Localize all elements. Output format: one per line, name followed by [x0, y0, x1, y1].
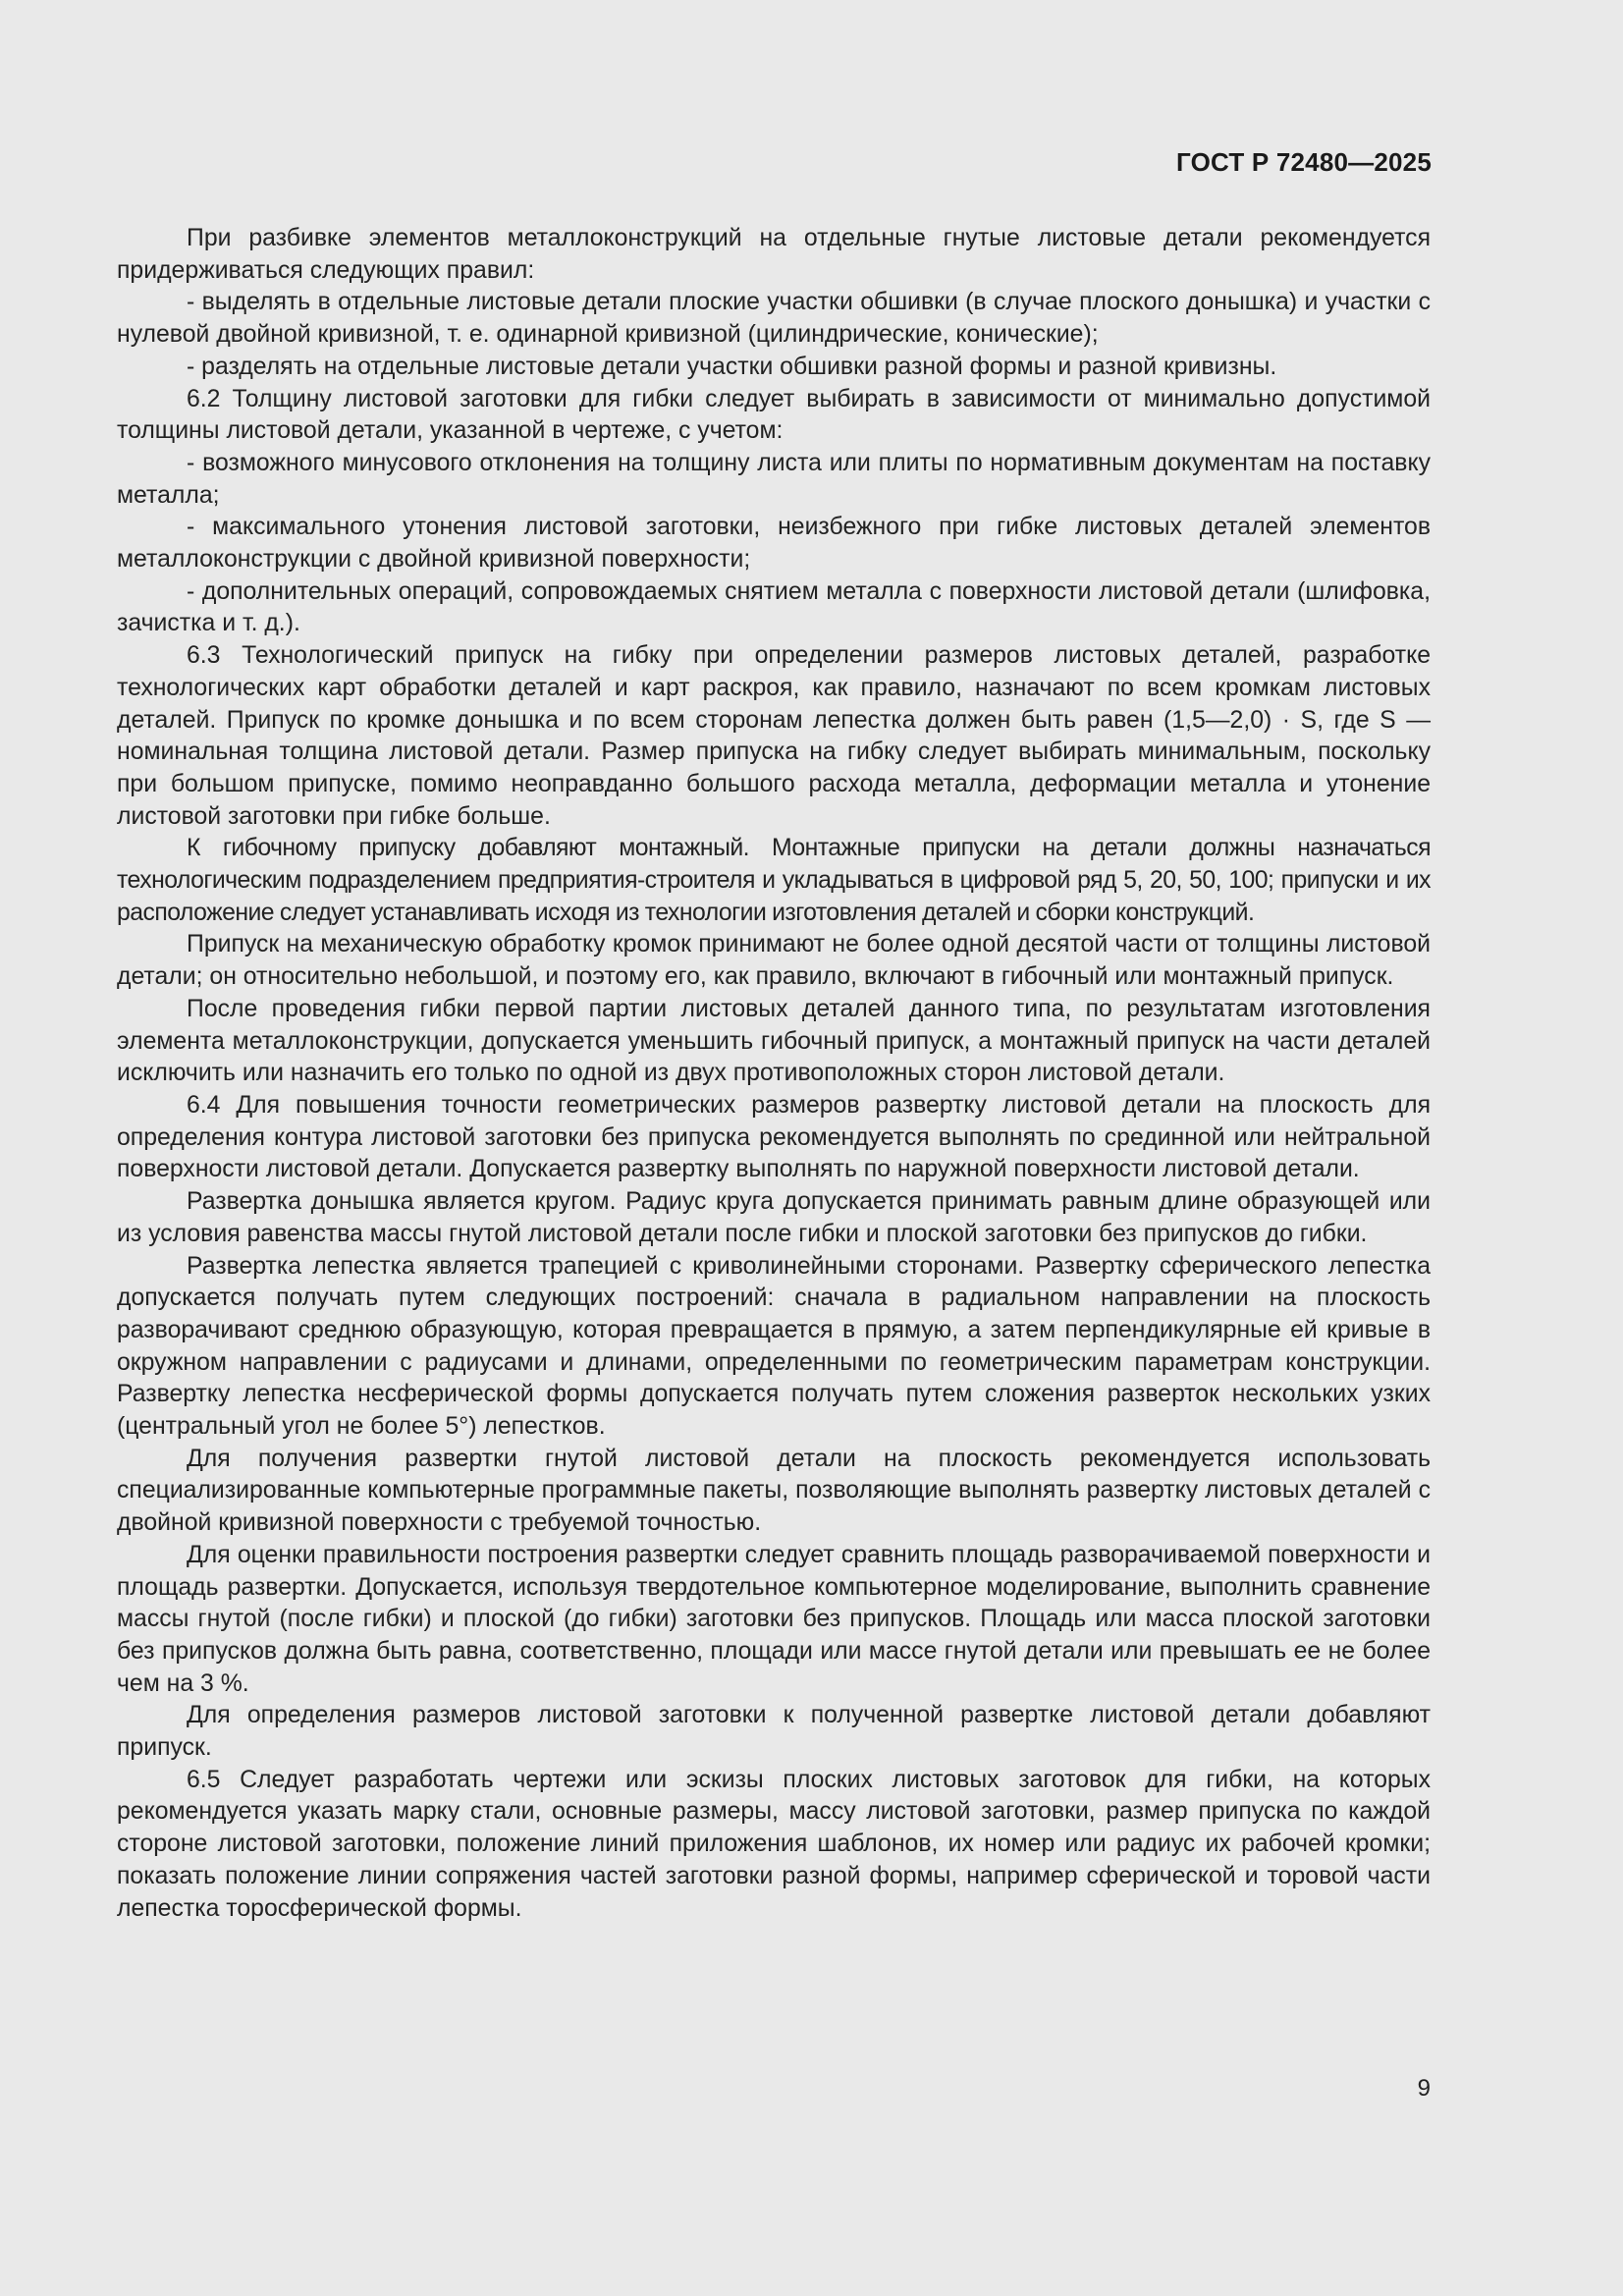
paragraph: При разбивке элементов металлоконструкций на отдельные гнутые листовые детали рекомендуется придерживаться следующих правил: — [117, 225, 1431, 284]
paragraph: Развертка лепестка является трапецией с криволинейными сторонами. Развертку сферического лепестка допускается получать путем следующих построений: сначала в радиальном направлении на плоскость разворачивают среднюю образующую, которая превращается в прямую, а затем перпендикулярные ей кривые в окружном направлении с радиусами и длинами, определенными по геометрическим параметрам конструкции. Развертку лепестка несферической формы допускается получать путем сложения разверток нескольких узких (центральный угол не более 5°) лепестков. — [117, 1252, 1431, 1441]
list-item: - максимального утонения листовой заготовки, неизбежного при гибке листовых деталей элементов металлоконструкции с двойной кривизной поверхности; — [117, 514, 1431, 574]
paragraph: Развертка донышка является кругом. Радиус круга допускается принимать равным длине образующей или из условия равенства массы гнутой листовой детали после гибки и плоской заготовки без припусков до гибки. — [117, 1188, 1431, 1247]
list-item: - выделять в отдельные листовые детали плоские участки обшивки (в случае плоского донышка) и участки с нулевой двойной кривизной, т. е. одинарной кривизной (цилиндрические, конические); — [117, 289, 1431, 349]
paragraph: К гибочному припуску добавляют монтажный. Монтажные припуски на детали должны назначаться технологическим подразделением предприятия-строителя и укладываться в цифровой ряд 5, 20, 50, 100; припуски и их расположение следует устанавливать исходя из технологии изготовления деталей и сборки конструкций. — [117, 835, 1431, 926]
paragraph: Для получения развертки гнутой листовой детали на плоскость рекомендуется использовать специализированные компьютерные программные пакеты, позволяющие выполнять развертку листовых деталей с двойной кривизной поверхности с требуемой точностью. — [117, 1445, 1431, 1537]
list-item: - возможного минусового отклонения на толщину листа или плиты по нормативным документам на поставку металла; — [117, 449, 1431, 509]
list-item: - дополнительных операций, сопровождаемых снятием металла с поверхности листовой детали (шлифовка, зачистка и т. д.). — [117, 577, 1431, 637]
list-item: - разделять на отдельные листовые детали участки обшивки разной формы и разной кривизны. — [187, 353, 1277, 380]
body-text — [117, 223, 1431, 1925]
paragraph: Припуск на механическую обработку кромок принимают не более одной десятой части от толщины листовой детали; он относительно небольшой, и поэтому его, как правило, включают в гибочный или монтажный припуск. — [117, 931, 1431, 991]
clause-6-3: 6.3 Технологический припуск на гибку при определении размеров листовых деталей, разработке технологических карт обработки деталей и карт раскроя, как правило, назначают по всем кромкам листовых деталей. Припуск по кромке донышка и по всем сторонам лепестка должен быть равен (1,5—2,0) · S, где S — номинальная толщина листовой детали. Размер припуска на гибку следует выбирать минимальным, поскольку при большом припуске, помимо неоправданно большого расхода металла, деформации металла и утонение листовой заготовки при гибке больше. — [117, 642, 1431, 830]
paragraph: Для определения размеров листовой заготовки к полученной развертке листовой детали добавляют припуск. — [117, 1702, 1431, 1762]
paragraph: Для оценки правильности построения развертки следует сравнить площадь разворачиваемой поверхности и площадь развертки. Допускается, используя твердотельное компьютерное моделирование, выполнить сравнение массы гнутой (после гибки) и плоской (до гибки) заготовки без припусков. Площадь или масса плоской заготовки без припусков должна быть равна, соответственно, площади или массе гнутой детали или превышать ее не более чем на 3 %. — [117, 1541, 1431, 1697]
document-code-header: ГОСТ Р 72480—2025 — [1176, 147, 1432, 177]
clause-6-4: 6.4 Для повышения точности геометрических размеров развертку листовой детали на плоскость для определения контура листовой заготовки без припуска рекомендуется выполнять по срединной или нейтральной поверхности листовой детали. Допускается развертку выполнять по наружной поверхности листовой детали. — [117, 1091, 1431, 1183]
clause-6-2: 6.2 Толщину листовой заготовки для гибки следует выбирать в зависимости от минимально допустимой толщины листовой детали, указанной в чертеже, с учетом: — [117, 385, 1431, 445]
paragraph: После проведения гибки первой партии листовых деталей данного типа, по результатам изготовления элемента металлоконструкции, допускается уменьшить гибочный припуск, а монтажный припуск на части деталей исключить или назначить его только по одной из двух противоположных сторон листовой детали. — [117, 995, 1431, 1087]
clause-6-5: 6.5 Следует разработать чертежи или эскизы плоских листовых заготовок для гибки, на которых рекомендуется указать марку стали, основные размеры, массу листовой заготовки, размер припуска по каждой стороне листовой заготовки, положение линий приложения шаблонов, их номер или радиус их рабочей кромки; показать положение линии сопряжения частей заготовки разной формы, например сферической и торовой части лепестка торосферической формы. — [117, 1766, 1431, 1922]
page-number: 9 — [1417, 2075, 1431, 2102]
